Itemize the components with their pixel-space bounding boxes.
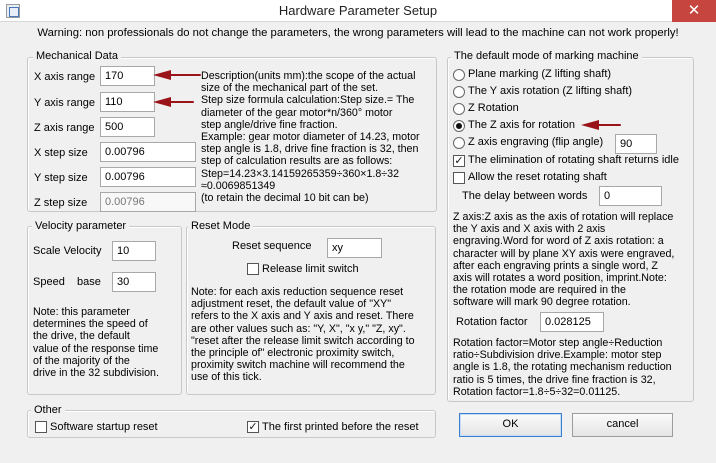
software-startup-reset-label: Software startup reset	[50, 421, 158, 433]
delay-input[interactable]: 0	[599, 186, 662, 206]
mechanical-data-title: Mechanical Data	[33, 50, 121, 62]
z-axis-note: Z axis:Z axis as the axis of rotation will replace the Y axis and X axis with 2 axis engraving.Word for word of Z axis rotation: a character will by plane XY axis were engraved, after each engraving prints a single word, Z axis will rotates a word position, imprint.Note: the rotation mode are required in the software will mark 90 degree rotation.	[453, 211, 675, 309]
window-title: Hardware Parameter Setup	[278, 3, 438, 18]
z-axis-engraving-radio[interactable]	[453, 137, 465, 149]
x-step-size-label: X step size	[34, 147, 88, 159]
x-axis-range-input[interactable]: 170	[100, 66, 155, 86]
flip-angle-input[interactable]: 90	[615, 134, 657, 154]
allow-reset-label: Allow the reset rotating shaft	[468, 171, 607, 183]
y-axis-range-input[interactable]: 110	[100, 92, 155, 112]
mechanical-description: Description(units mm):the scope of the actual size of the mechanical part of the set. Step size formula calculation:Step size.= The diameter of the gear motor*n/360° motor step angle/drive fine fraction. Example: gear motor diameter of 14.23, motor step angle is 1.8, drive fine fraction is 32, then step of calculation results are as follows: Step=14.23×3.14159265359÷360×1.8÷32 ≈0.0069851349 (to retain the decimal 10 bit can be)	[201, 70, 420, 205]
velocity-title: Velocity parameter	[32, 220, 129, 232]
ok-button[interactable]: OK	[459, 413, 562, 437]
speed-base-label: Speed base	[33, 276, 101, 288]
warning-text: Warning: non professionals do not change the parameters, the wrong parameters will lead to the machine can not work properly!	[37, 27, 679, 39]
z-axis-rotation-radio[interactable]	[453, 120, 465, 132]
z-axis-range-label: Z axis range	[34, 122, 95, 134]
other-title: Other	[31, 404, 65, 416]
software-startup-reset-checkbox[interactable]	[35, 421, 47, 433]
window-titlebar	[0, 0, 716, 22]
arrow-shaft	[167, 101, 194, 103]
y-axis-rotation-radio[interactable]	[453, 86, 465, 98]
arrow-shaft	[167, 74, 201, 76]
scale-velocity-input[interactable]: 10	[112, 241, 156, 261]
cancel-button[interactable]: cancel	[572, 413, 673, 437]
z-step-size-input: 0.00796	[100, 192, 196, 212]
rotation-factor-input[interactable]: 0.028125	[540, 312, 604, 332]
y-step-size-input[interactable]: 0.00796	[100, 167, 196, 187]
rotation-factor-label: Rotation factor	[456, 316, 528, 328]
plane-marking-label: Plane marking (Z lifting shaft)	[468, 68, 612, 80]
release-limit-switch-label: Release limit switch	[262, 263, 359, 275]
first-printed-label: The first printed before the reset	[262, 421, 419, 433]
elimination-checkbox[interactable]: ✓	[454, 155, 464, 167]
release-limit-switch-checkbox[interactable]	[247, 263, 259, 275]
reset-sequence-label: Reset sequence	[232, 240, 312, 252]
reset-sequence-input[interactable]: xy	[327, 238, 382, 258]
z-axis-engraving-label: Z axis engraving (flip angle)	[468, 136, 604, 148]
allow-reset-checkbox[interactable]	[453, 172, 465, 184]
y-axis-rotation-label: The Y axis rotation (Z lifting shaft)	[468, 85, 633, 97]
y-axis-range-label: Y axis range	[34, 97, 95, 109]
x-range-annotation-arrow	[153, 70, 201, 80]
marking-mode-title: The default mode of marking machine	[451, 50, 642, 62]
x-axis-range-label: X axis range	[34, 71, 96, 83]
rotation-factor-note: Rotation factor=Motor step angle÷Reduction ratio÷Subdivision drive.Example: motor step angle is 1.8, the rotating mechanism reduction ratio is 5 times, the drive fine fraction is 32, Rotation factor=1.8÷5÷32=0.01125.	[453, 337, 672, 398]
first-printed-checkbox[interactable]: ✓	[248, 421, 258, 433]
z-rotation-label: Z Rotation	[468, 102, 519, 114]
reset-mode-title: Reset Mode	[188, 220, 253, 232]
velocity-note: Note: this parameter determines the speed of the drive, the default value of the response time of the majority of the drive in the 32 subdivision.	[33, 306, 159, 380]
reset-note: Note: for each axis reduction sequence reset adjustment reset, the default value of "XY" refers to the X axis and Y axis and reset. There are other values such as: "Y, X", "x y," "Z, xy". "reset after the release limit switch according to the principle of" electronic proximity switch, proximity switch machine will recommend the use of this tick.	[191, 286, 415, 384]
y-step-size-label: Y step size	[34, 172, 88, 184]
speed-base-input[interactable]: 30	[112, 272, 156, 292]
close-button[interactable]: ✕	[672, 0, 716, 22]
y-range-annotation-arrow	[153, 97, 194, 107]
x-step-size-input[interactable]: 0.00796	[100, 142, 196, 162]
delay-label: The delay between words	[462, 190, 588, 202]
z-axis-rotation-label: The Z axis for rotation	[468, 119, 575, 131]
z-rotation-radio[interactable]	[453, 103, 465, 115]
plane-marking-radio[interactable]	[453, 69, 465, 81]
z-step-size-label: Z step size	[34, 197, 88, 209]
elimination-label: The elimination of rotating shaft returns idle	[468, 154, 679, 166]
z-axis-range-input[interactable]: 500	[100, 117, 155, 137]
scale-velocity-label: Scale Velocity	[33, 245, 102, 257]
